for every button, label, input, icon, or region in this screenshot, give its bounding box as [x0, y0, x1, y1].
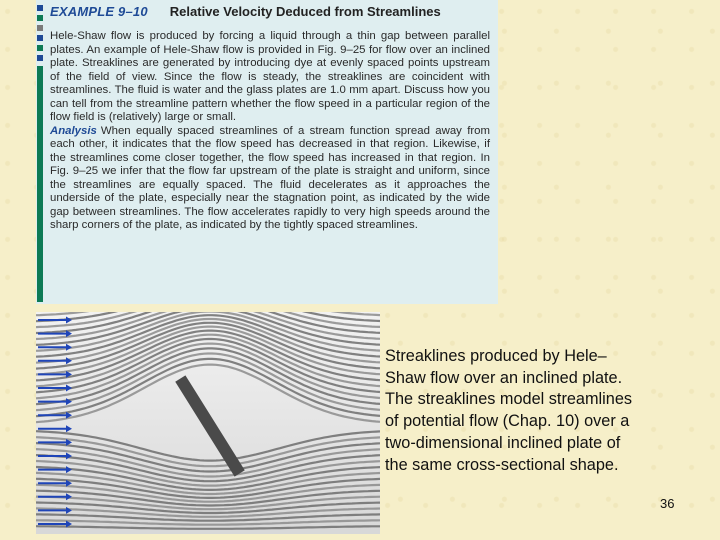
example-label: EXAMPLE 9–10: [50, 4, 148, 19]
figure-caption: Streaklines produced by Hele–Shaw flow over an inclined plate. The streaklines model streamlines of potential flow (Chap. 10) over a two-dimensional inclined plate of the same cross-sectional shape.: [385, 347, 633, 474]
analysis-sidebar-bar: [37, 66, 43, 302]
textbook-excerpt: [36, 0, 498, 304]
hele-shaw-flow-image: [36, 312, 380, 534]
analysis-paragraph: [50, 125, 490, 233]
example-body: [50, 30, 490, 233]
analysis-label: Analysis: [50, 124, 97, 137]
problem-text: Hele-Shaw flow is produced by forcing a liquid through a thin gap between parallel plates. An example of Hele-Shaw flow is provided in Fig. 9–25 for flow over an inclined plate. Streaklines are generated by introducing dye at evenly spaced points upstream of the field of view. Since the flow is steady, the streaklines are coincident with streamlines. The fluid is water and the glass plates are 1.0 mm apart. Discuss how you can tell from the streamline pattern whether the flow speed in a particular region of the flow field is (relatively) large or small.: [50, 30, 490, 123]
example-title: Relative Velocity Deduced from Streamlines: [169, 4, 441, 19]
streakline-photo: [36, 312, 380, 534]
analysis-text: When equally spaced streamlines of a stream function spread away from each other, it indicates that the flow speed has decreased in that region. Likewise, if the streamlines come closer together, the flow speed has increased in that region. In Fig. 9–25 we infer that the flow far upstream of the plate is straight and uniform, since the streamlines are equally spaced. The fluid decelerates as it approaches the underside of the plate, especially near the stagnation point, as indicated by the wide gap between streamlines. The flow accelerates rapidly to very high speeds around the sharp corners of the plate, as indicated by the tightly spaced streamlines.: [50, 124, 490, 231]
page-number: 36: [660, 496, 675, 511]
example-header: [50, 4, 490, 24]
section-markers: [37, 5, 43, 65]
